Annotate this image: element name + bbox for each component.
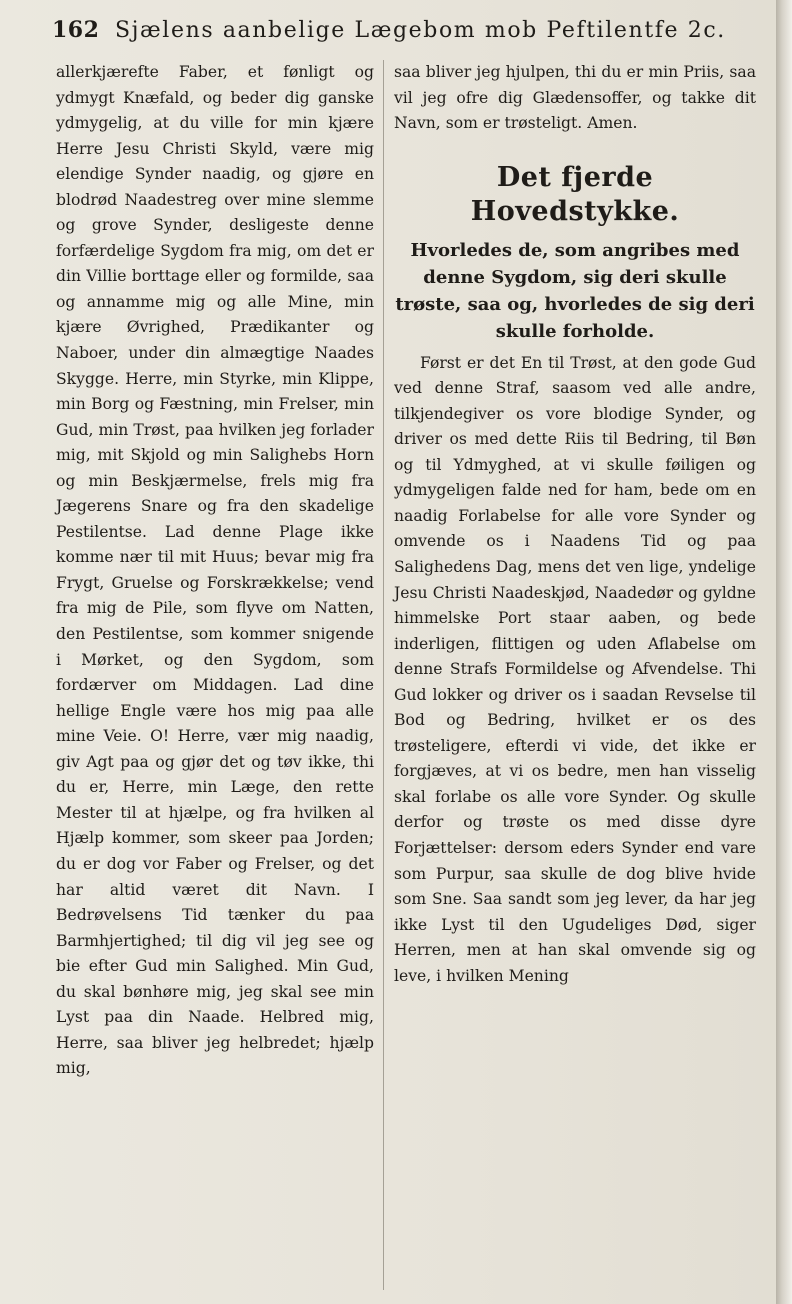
running-title: Sjælens aanbelige Lægebom mob Peftilentfe 2c. <box>114 18 726 43</box>
page-header <box>52 12 752 48</box>
page-number: 162 <box>52 17 100 43</box>
right-column <box>394 60 756 989</box>
right-column-intro: saa bliver jeg hjulpen, thi du er min Priis, saa vil jeg ofre dig Glædensoffer, og takke dit Navn, som er trøsteligt. Amen. <box>394 63 756 133</box>
left-column-text: allerkjærefte Faber, et fønligt og ydmygt Knæfald, og beder dig ganske ydmygelig, at du ville for min kjære Herre Jesu Christi Skyld, være mig elendige Synder naadig, og gjøre en blodrød Naadestreg over mine slemme og grove Synder, desligeste denne forfærdelige Sygdom fra mig, om det er din Villie borttage eller og formilde, saa og annamme mig og alle Mine, min kjære Øvrighed, Prædikanter og Naboer, under din almægtige Naades Skygge. Herre, min Styrke, min Klippe, min Borg og Fæstning, min Frelser, min Gud, min Trøst, paa hvilken jeg forlader mig, mit Skjold og min Salighebs Horn og min Beskjærmelse, frels mig fra Jægerens Snare og fra den skadelige Pestilentse. Lad denne Plage ikke komme nær til mit Huus; bevar mig fra Frygt, Gruelse og Forskrækkelse; vend fra mig de Pile, som flyve om Natten, den Pestilentse, som kommer snigende i Mørket, og den Sygdom, som fordærver om Middagen. Lad dine hellige Engle være hos mig paa alle mine Veie. O! Herre, vær mig naadig, giv Agt paa og gjør det og tøv ikke, thi du er, Herre, min Læge, den rette Mester til at hjælpe, og fra hvilken al Hjælp kommer, som skeer paa Jorden; du er dog vor Faber og Frelser, og det har altid været dit Navn. I Bedrøvelsens Tid tænker du paa Barmhjertighed; til dig vil jeg see og bie efter Gud min Salighed. Min Gud, du skal bønhøre mig, jeg skal see min Lyst paa din Naade. Helbred mig, Herre, saa bliver jeg helbredet; hjælp mig, <box>56 63 374 1078</box>
column-divider <box>383 60 384 1290</box>
section-subtitle: Hvorledes de, som angribes med denne Sygdom, sig deri skulle trøste, saa og, hvorledes de sig deri skulle forholde. <box>395 239 755 342</box>
section-title: Det fjerde Hovedstykke. <box>470 161 680 227</box>
page-spine-edge <box>776 0 792 1304</box>
right-column-body: Først er det En til Trøst, at den gode Gud ved denne Straf, saasom ved alle andre, tilkjendegiver os vore blodige Synder, og driver os med dette Riis til Bedring, til Bøn og til Ydmyghed, at vi skulle føiligen og ydmygeligen falde ned for ham, bede om en naadig Forlabelse for alle vore Synder og omvende os i Naadens Tid og paa Salighedens Dag, mens det ven lige, yndelige Jesu Christi Naadeskjød, Naadedør og gyldne himmelske Port staar aaben, og bede inderligen, flittigen og uden Aflabelse om denne Strafs Formildelse og Afvendelse. Thi Gud lokker og driver os i saadan Revselse til Bod og Bedring, hvilket er os des trøsteligere, efterdi vi vide, det ikke er forgjæves, at vi os bedre, men han visselig skal forlabe os alle vore Synder. Og skulle derfor og trøste os med disse dyre Forjættelser: dersom eders Synder end vare som Purpur, saa skulle de dog blive hvide som Sne. Saa sandt som jeg lever, da har jeg ikke Lyst til den Ugudeliges Død, siger Herren, men at han skal omvende sig og leve, i hvilken Mening <box>394 353 756 985</box>
left-column <box>56 60 374 1082</box>
